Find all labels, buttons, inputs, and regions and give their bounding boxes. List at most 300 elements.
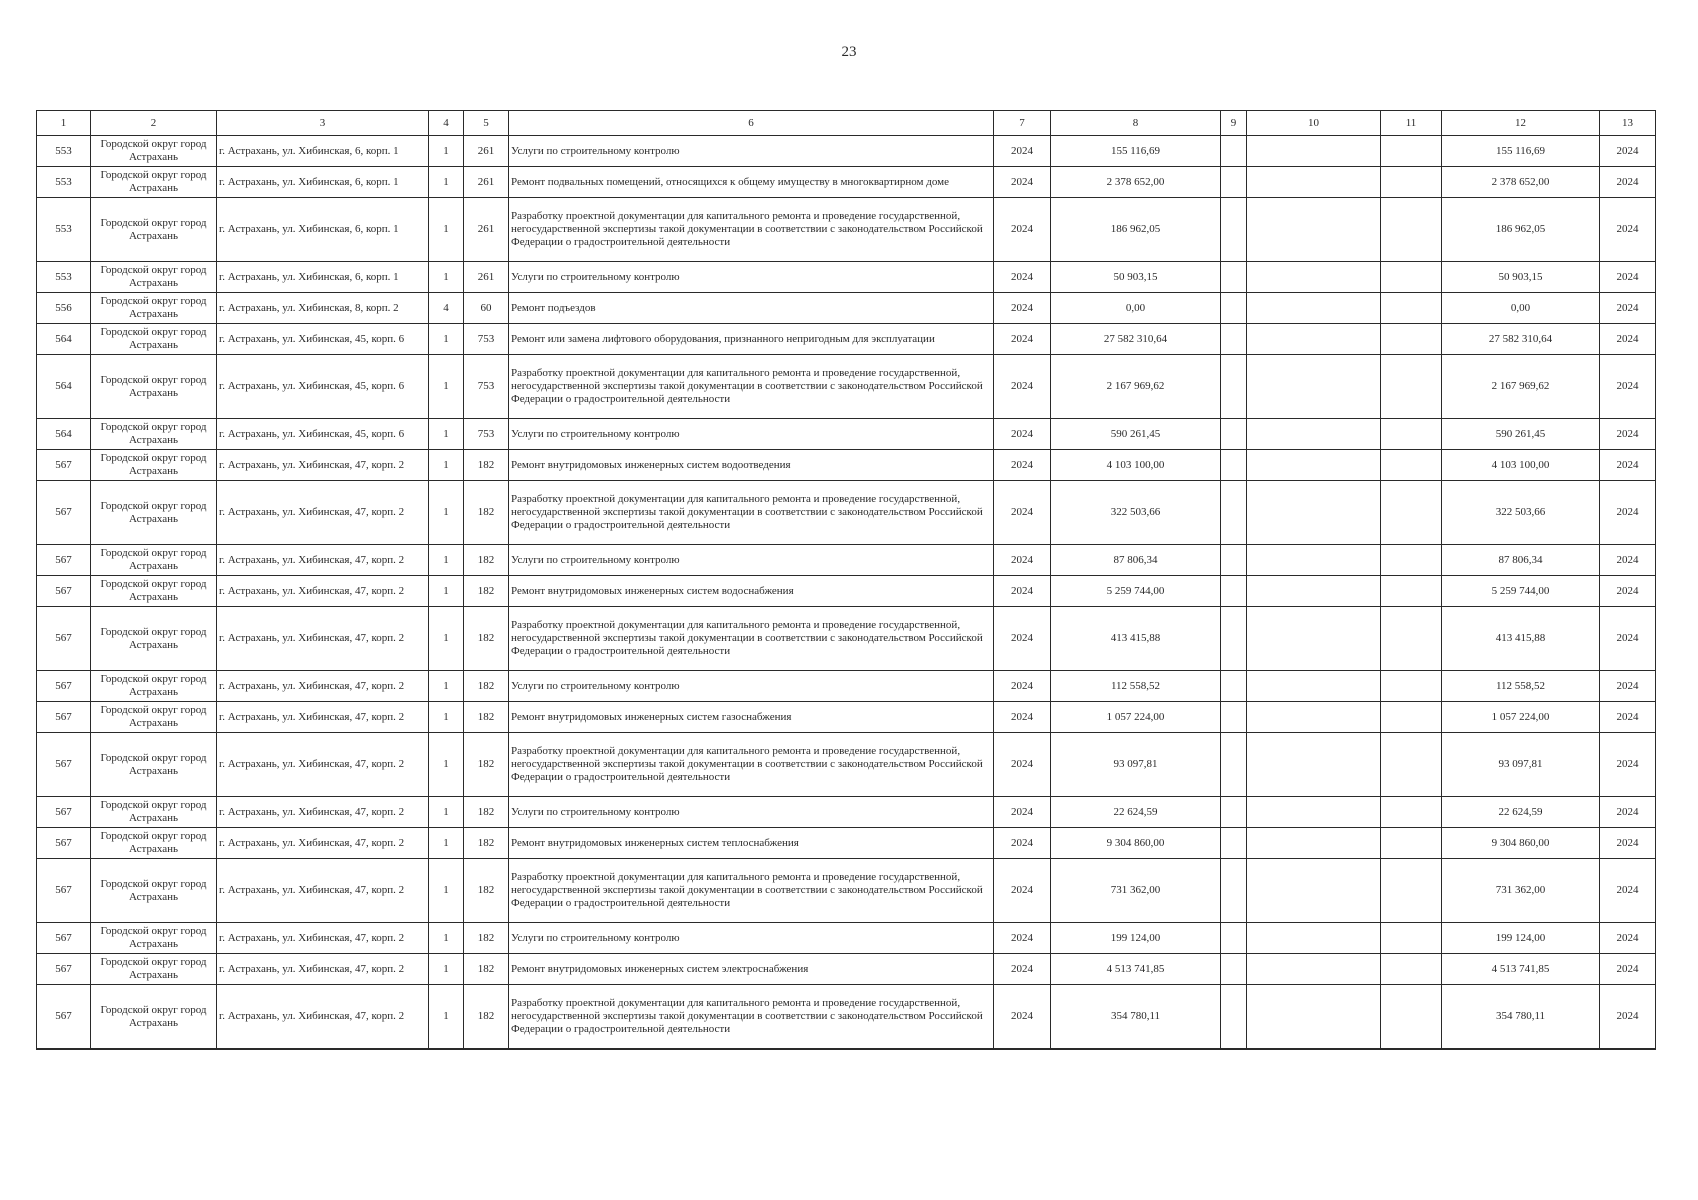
cell-col11 xyxy=(1381,450,1442,481)
cell-year: 2024 xyxy=(994,262,1051,293)
cell-work-type: Разработку проектной документации для капитального ремонта и проведение государственной, негосударственной экспертизы такой документации в соответствии с законодательством Российской Федерации о градостроительной деятельности xyxy=(509,198,994,262)
cell-col11 xyxy=(1381,355,1442,419)
cell-work-type: Ремонт внутридомовых инженерных систем электроснабжения xyxy=(509,954,994,985)
cell-address: г. Астрахань, ул. Хибинская, 47, корп. 2 xyxy=(217,576,429,607)
table-row xyxy=(37,198,1656,262)
cell-municipality: Городской округ город Астрахань xyxy=(91,293,217,324)
cell-year: 2024 xyxy=(994,671,1051,702)
cell-year: 2024 xyxy=(994,733,1051,797)
column-header: 7 xyxy=(994,111,1051,136)
cell-total: 87 806,34 xyxy=(1442,545,1600,576)
cell-municipality: Городской округ город Астрахань xyxy=(91,671,217,702)
cell-year: 2024 xyxy=(994,293,1051,324)
cell-address: г. Астрахань, ул. Хибинская, 8, корп. 2 xyxy=(217,293,429,324)
cell-col5: 261 xyxy=(464,167,509,198)
cell-address: г. Астрахань, ул. Хибинская, 6, корп. 1 xyxy=(217,167,429,198)
table-row xyxy=(37,324,1656,355)
cell-work-type: Разработку проектной документации для капитального ремонта и проведение государственной, негосударственной экспертизы такой документации в соответствии с законодательством Российской Федерации о градостроительной деятельности xyxy=(509,607,994,671)
page-number: 23 xyxy=(841,44,857,60)
cell-address: г. Астрахань, ул. Хибинская, 45, корп. 6 xyxy=(217,355,429,419)
column-header: 1 xyxy=(37,111,91,136)
table-row xyxy=(37,923,1656,954)
cell-work-type: Услуги по строительному контролю xyxy=(509,923,994,954)
cell-total: 731 362,00 xyxy=(1442,859,1600,923)
cell-col10 xyxy=(1247,136,1381,167)
cell-row-id: 564 xyxy=(37,355,91,419)
cell-row-id: 567 xyxy=(37,545,91,576)
cell-total: 4 513 741,85 xyxy=(1442,954,1600,985)
column-header: 12 xyxy=(1442,111,1600,136)
cell-cost: 5 259 744,00 xyxy=(1051,576,1221,607)
cell-work-type: Ремонт или замена лифтового оборудования, признанного непригодным для эксплуатации xyxy=(509,324,994,355)
cell-address: г. Астрахань, ул. Хибинская, 47, корп. 2 xyxy=(217,797,429,828)
cell-col9 xyxy=(1221,450,1247,481)
cell-col5: 182 xyxy=(464,954,509,985)
cell-col11 xyxy=(1381,923,1442,954)
cell-col10 xyxy=(1247,859,1381,923)
cell-col5: 261 xyxy=(464,198,509,262)
cell-col4: 1 xyxy=(429,702,464,733)
cell-address: г. Астрахань, ул. Хибинская, 45, корп. 6 xyxy=(217,324,429,355)
cell-address: г. Астрахань, ул. Хибинская, 47, корп. 2 xyxy=(217,545,429,576)
cell-cost: 199 124,00 xyxy=(1051,923,1221,954)
cell-col4: 1 xyxy=(429,733,464,797)
cell-work-type: Услуги по строительному контролю xyxy=(509,671,994,702)
cell-col5: 182 xyxy=(464,733,509,797)
cell-col4: 4 xyxy=(429,293,464,324)
cell-row-id: 567 xyxy=(37,702,91,733)
cell-end-year: 2024 xyxy=(1600,576,1656,607)
cell-col10 xyxy=(1247,607,1381,671)
cell-total: 93 097,81 xyxy=(1442,733,1600,797)
cell-row-id: 567 xyxy=(37,481,91,545)
cell-col9 xyxy=(1221,167,1247,198)
cell-work-type: Услуги по строительному контролю xyxy=(509,136,994,167)
cell-col4: 1 xyxy=(429,136,464,167)
cell-col5: 753 xyxy=(464,324,509,355)
table-row xyxy=(37,450,1656,481)
cell-col10 xyxy=(1247,167,1381,198)
cell-col4: 1 xyxy=(429,262,464,293)
cell-col5: 182 xyxy=(464,450,509,481)
cell-col9 xyxy=(1221,293,1247,324)
cell-address: г. Астрахань, ул. Хибинская, 6, корп. 1 xyxy=(217,136,429,167)
cell-end-year: 2024 xyxy=(1600,481,1656,545)
cell-cost: 413 415,88 xyxy=(1051,607,1221,671)
table-row xyxy=(37,702,1656,733)
cell-total: 322 503,66 xyxy=(1442,481,1600,545)
cell-row-id: 567 xyxy=(37,859,91,923)
cell-col9 xyxy=(1221,671,1247,702)
cell-col11 xyxy=(1381,167,1442,198)
cell-col9 xyxy=(1221,828,1247,859)
cell-address: г. Астрахань, ул. Хибинская, 47, корп. 2 xyxy=(217,859,429,923)
cell-end-year: 2024 xyxy=(1600,859,1656,923)
cell-work-type: Услуги по строительному контролю xyxy=(509,419,994,450)
cell-year: 2024 xyxy=(994,797,1051,828)
cell-row-id: 553 xyxy=(37,136,91,167)
cell-col10 xyxy=(1247,545,1381,576)
cell-col4: 1 xyxy=(429,985,464,1050)
cell-total: 413 415,88 xyxy=(1442,607,1600,671)
table-row xyxy=(37,797,1656,828)
column-header: 4 xyxy=(429,111,464,136)
cell-work-type: Разработку проектной документации для капитального ремонта и проведение государственной, негосударственной экспертизы такой документации в соответствии с законодательством Российской Федерации о градостроительной деятельности xyxy=(509,985,994,1050)
cell-col11 xyxy=(1381,545,1442,576)
cell-row-id: 553 xyxy=(37,167,91,198)
cell-col11 xyxy=(1381,324,1442,355)
cell-cost: 2 378 652,00 xyxy=(1051,167,1221,198)
cell-work-type: Разработку проектной документации для капитального ремонта и проведение государственной, негосударственной экспертизы такой документации в соответствии с законодательством Российской Федерации о градостроительной деятельности xyxy=(509,355,994,419)
cell-municipality: Городской округ город Астрахань xyxy=(91,419,217,450)
cell-address: г. Астрахань, ул. Хибинская, 47, корп. 2 xyxy=(217,954,429,985)
table-row xyxy=(37,607,1656,671)
cell-col4: 1 xyxy=(429,450,464,481)
cell-total: 5 259 744,00 xyxy=(1442,576,1600,607)
cell-address: г. Астрахань, ул. Хибинская, 47, корп. 2 xyxy=(217,450,429,481)
table-row xyxy=(37,671,1656,702)
cell-col9 xyxy=(1221,985,1247,1050)
cell-municipality: Городской округ город Астрахань xyxy=(91,545,217,576)
cell-row-id: 567 xyxy=(37,607,91,671)
cell-municipality: Городской округ город Астрахань xyxy=(91,702,217,733)
cell-col9 xyxy=(1221,136,1247,167)
cell-cost: 4 103 100,00 xyxy=(1051,450,1221,481)
cell-col4: 1 xyxy=(429,355,464,419)
cell-work-type: Услуги по строительному контролю xyxy=(509,797,994,828)
cell-year: 2024 xyxy=(994,607,1051,671)
cell-cost: 50 903,15 xyxy=(1051,262,1221,293)
cell-col11 xyxy=(1381,671,1442,702)
cell-municipality: Городской округ город Астрахань xyxy=(91,262,217,293)
cell-col9 xyxy=(1221,198,1247,262)
cell-row-id: 567 xyxy=(37,671,91,702)
cell-year: 2024 xyxy=(994,954,1051,985)
cell-end-year: 2024 xyxy=(1600,419,1656,450)
cell-col10 xyxy=(1247,481,1381,545)
cell-total: 27 582 310,64 xyxy=(1442,324,1600,355)
cell-end-year: 2024 xyxy=(1600,828,1656,859)
cell-col4: 1 xyxy=(429,481,464,545)
cell-col5: 753 xyxy=(464,419,509,450)
cell-cost: 4 513 741,85 xyxy=(1051,954,1221,985)
column-header: 6 xyxy=(509,111,994,136)
cell-col11 xyxy=(1381,293,1442,324)
cell-col9 xyxy=(1221,859,1247,923)
cell-col10 xyxy=(1247,324,1381,355)
cell-row-id: 567 xyxy=(37,576,91,607)
cell-municipality: Городской округ город Астрахань xyxy=(91,136,217,167)
cell-col10 xyxy=(1247,923,1381,954)
cell-col10 xyxy=(1247,450,1381,481)
table-row xyxy=(37,355,1656,419)
table-row xyxy=(37,733,1656,797)
cell-end-year: 2024 xyxy=(1600,923,1656,954)
cell-total: 155 116,69 xyxy=(1442,136,1600,167)
cell-col5: 182 xyxy=(464,985,509,1050)
cell-col11 xyxy=(1381,481,1442,545)
cell-total: 2 378 652,00 xyxy=(1442,167,1600,198)
cell-end-year: 2024 xyxy=(1600,355,1656,419)
cell-work-type: Ремонт внутридомовых инженерных систем водоснабжения xyxy=(509,576,994,607)
cell-col4: 1 xyxy=(429,797,464,828)
repair-program-table xyxy=(36,110,1656,1050)
cell-end-year: 2024 xyxy=(1600,733,1656,797)
cell-municipality: Городской округ город Астрахань xyxy=(91,167,217,198)
table-row xyxy=(37,419,1656,450)
cell-cost: 93 097,81 xyxy=(1051,733,1221,797)
cell-col5: 60 xyxy=(464,293,509,324)
cell-cost: 322 503,66 xyxy=(1051,481,1221,545)
cell-row-id: 567 xyxy=(37,985,91,1050)
cell-year: 2024 xyxy=(994,481,1051,545)
cell-end-year: 2024 xyxy=(1600,607,1656,671)
cell-year: 2024 xyxy=(994,985,1051,1050)
cell-col11 xyxy=(1381,419,1442,450)
cell-row-id: 556 xyxy=(37,293,91,324)
cell-work-type: Разработку проектной документации для капитального ремонта и проведение государственной, негосударственной экспертизы такой документации в соответствии с законодательством Российской Федерации о градостроительной деятельности xyxy=(509,481,994,545)
cell-row-id: 553 xyxy=(37,262,91,293)
cell-end-year: 2024 xyxy=(1600,985,1656,1050)
cell-cost: 354 780,11 xyxy=(1051,985,1221,1050)
cell-total: 22 624,59 xyxy=(1442,797,1600,828)
cell-work-type: Ремонт внутридомовых инженерных систем газоснабжения xyxy=(509,702,994,733)
cell-col5: 182 xyxy=(464,828,509,859)
cell-col11 xyxy=(1381,262,1442,293)
cell-total: 199 124,00 xyxy=(1442,923,1600,954)
cell-col5: 261 xyxy=(464,136,509,167)
cell-work-type: Ремонт подвальных помещений, относящихся к общему имуществу в многоквартирном доме xyxy=(509,167,994,198)
cell-col11 xyxy=(1381,954,1442,985)
cell-year: 2024 xyxy=(994,198,1051,262)
cell-end-year: 2024 xyxy=(1600,167,1656,198)
cell-cost: 1 057 224,00 xyxy=(1051,702,1221,733)
cell-col4: 1 xyxy=(429,828,464,859)
cell-col11 xyxy=(1381,859,1442,923)
cell-col9 xyxy=(1221,545,1247,576)
cell-col5: 182 xyxy=(464,607,509,671)
cell-col11 xyxy=(1381,198,1442,262)
cell-work-type: Услуги по строительному контролю xyxy=(509,262,994,293)
cell-year: 2024 xyxy=(994,545,1051,576)
cell-cost: 22 624,59 xyxy=(1051,797,1221,828)
cell-address: г. Астрахань, ул. Хибинская, 47, корп. 2 xyxy=(217,481,429,545)
cell-col5: 182 xyxy=(464,576,509,607)
cell-year: 2024 xyxy=(994,324,1051,355)
cell-col4: 1 xyxy=(429,671,464,702)
cell-end-year: 2024 xyxy=(1600,702,1656,733)
cell-row-id: 567 xyxy=(37,828,91,859)
cell-col10 xyxy=(1247,293,1381,324)
cell-col9 xyxy=(1221,419,1247,450)
column-header: 5 xyxy=(464,111,509,136)
table-row xyxy=(37,293,1656,324)
cell-municipality: Городской округ город Астрахань xyxy=(91,607,217,671)
cell-col10 xyxy=(1247,733,1381,797)
cell-total: 50 903,15 xyxy=(1442,262,1600,293)
cell-col10 xyxy=(1247,198,1381,262)
cell-cost: 112 558,52 xyxy=(1051,671,1221,702)
cell-year: 2024 xyxy=(994,136,1051,167)
cell-col10 xyxy=(1247,828,1381,859)
cell-municipality: Городской округ город Астрахань xyxy=(91,923,217,954)
cell-col10 xyxy=(1247,954,1381,985)
cell-municipality: Городской округ город Астрахань xyxy=(91,733,217,797)
cell-municipality: Городской округ город Астрахань xyxy=(91,481,217,545)
cell-cost: 27 582 310,64 xyxy=(1051,324,1221,355)
cell-col9 xyxy=(1221,607,1247,671)
cell-row-id: 553 xyxy=(37,198,91,262)
cell-end-year: 2024 xyxy=(1600,797,1656,828)
cell-col10 xyxy=(1247,985,1381,1050)
column-header: 11 xyxy=(1381,111,1442,136)
table-row xyxy=(37,954,1656,985)
cell-municipality: Городской округ город Астрахань xyxy=(91,355,217,419)
cell-cost: 87 806,34 xyxy=(1051,545,1221,576)
cell-end-year: 2024 xyxy=(1600,262,1656,293)
cell-row-id: 567 xyxy=(37,923,91,954)
cell-col11 xyxy=(1381,702,1442,733)
cell-work-type: Разработку проектной документации для капитального ремонта и проведение государственной, негосударственной экспертизы такой документации в соответствии с законодательством Российской Федерации о градостроительной деятельности xyxy=(509,859,994,923)
table-row xyxy=(37,985,1656,1050)
table-body xyxy=(37,136,1656,1050)
cell-year: 2024 xyxy=(994,576,1051,607)
cell-total: 112 558,52 xyxy=(1442,671,1600,702)
cell-total: 2 167 969,62 xyxy=(1442,355,1600,419)
cell-col10 xyxy=(1247,419,1381,450)
cell-col4: 1 xyxy=(429,167,464,198)
cell-col4: 1 xyxy=(429,954,464,985)
cell-cost: 155 116,69 xyxy=(1051,136,1221,167)
cell-municipality: Городской округ город Астрахань xyxy=(91,828,217,859)
cell-col9 xyxy=(1221,481,1247,545)
cell-col4: 1 xyxy=(429,545,464,576)
cell-row-id: 567 xyxy=(37,797,91,828)
cell-col9 xyxy=(1221,576,1247,607)
cell-col5: 182 xyxy=(464,923,509,954)
cell-col5: 182 xyxy=(464,481,509,545)
cell-cost: 0,00 xyxy=(1051,293,1221,324)
table-row xyxy=(37,481,1656,545)
cell-work-type: Ремонт подъездов xyxy=(509,293,994,324)
cell-address: г. Астрахань, ул. Хибинская, 6, корп. 1 xyxy=(217,262,429,293)
column-header: 2 xyxy=(91,111,217,136)
cell-total: 1 057 224,00 xyxy=(1442,702,1600,733)
cell-address: г. Астрахань, ул. Хибинская, 47, корп. 2 xyxy=(217,733,429,797)
cell-cost: 731 362,00 xyxy=(1051,859,1221,923)
cell-year: 2024 xyxy=(994,702,1051,733)
column-number-header-row xyxy=(37,111,1656,136)
cell-total: 590 261,45 xyxy=(1442,419,1600,450)
cell-municipality: Городской округ город Астрахань xyxy=(91,198,217,262)
cell-col10 xyxy=(1247,797,1381,828)
column-header: 3 xyxy=(217,111,429,136)
cell-end-year: 2024 xyxy=(1600,545,1656,576)
cell-col5: 182 xyxy=(464,797,509,828)
table-row xyxy=(37,136,1656,167)
cell-col11 xyxy=(1381,607,1442,671)
cell-col9 xyxy=(1221,923,1247,954)
cell-year: 2024 xyxy=(994,450,1051,481)
cell-col5: 261 xyxy=(464,262,509,293)
cell-row-id: 564 xyxy=(37,324,91,355)
column-header: 10 xyxy=(1247,111,1381,136)
cell-col11 xyxy=(1381,985,1442,1050)
cell-end-year: 2024 xyxy=(1600,198,1656,262)
cell-col9 xyxy=(1221,797,1247,828)
cell-total: 4 103 100,00 xyxy=(1442,450,1600,481)
cell-total: 0,00 xyxy=(1442,293,1600,324)
cell-col11 xyxy=(1381,136,1442,167)
cell-col4: 1 xyxy=(429,923,464,954)
cell-address: г. Астрахань, ул. Хибинская, 6, корп. 1 xyxy=(217,198,429,262)
cell-col10 xyxy=(1247,355,1381,419)
cell-end-year: 2024 xyxy=(1600,136,1656,167)
cell-row-id: 567 xyxy=(37,450,91,481)
table-row xyxy=(37,576,1656,607)
cell-col9 xyxy=(1221,262,1247,293)
cell-address: г. Астрахань, ул. Хибинская, 47, корп. 2 xyxy=(217,702,429,733)
cell-col4: 1 xyxy=(429,576,464,607)
cell-col11 xyxy=(1381,576,1442,607)
table-row xyxy=(37,167,1656,198)
cell-col5: 182 xyxy=(464,702,509,733)
cell-col11 xyxy=(1381,797,1442,828)
cell-work-type: Разработку проектной документации для капитального ремонта и проведение государственной, негосударственной экспертизы такой документации в соответствии с законодательством Российской Федерации о градостроительной деятельности xyxy=(509,733,994,797)
cell-municipality: Городской округ город Астрахань xyxy=(91,797,217,828)
cell-municipality: Городской округ город Астрахань xyxy=(91,324,217,355)
cell-col5: 753 xyxy=(464,355,509,419)
cell-col4: 1 xyxy=(429,607,464,671)
cell-col4: 1 xyxy=(429,324,464,355)
cell-col5: 182 xyxy=(464,671,509,702)
cell-col9 xyxy=(1221,355,1247,419)
cell-col9 xyxy=(1221,702,1247,733)
column-header: 13 xyxy=(1600,111,1656,136)
cell-year: 2024 xyxy=(994,167,1051,198)
cell-row-id: 564 xyxy=(37,419,91,450)
cell-col4: 1 xyxy=(429,419,464,450)
cell-work-type: Ремонт внутридомовых инженерных систем теплоснабжения xyxy=(509,828,994,859)
cell-end-year: 2024 xyxy=(1600,954,1656,985)
cell-year: 2024 xyxy=(994,859,1051,923)
cell-municipality: Городской округ город Астрахань xyxy=(91,859,217,923)
cell-year: 2024 xyxy=(994,923,1051,954)
cell-cost: 186 962,05 xyxy=(1051,198,1221,262)
cell-year: 2024 xyxy=(994,419,1051,450)
cell-col9 xyxy=(1221,324,1247,355)
cell-year: 2024 xyxy=(994,828,1051,859)
column-header: 8 xyxy=(1051,111,1221,136)
cell-end-year: 2024 xyxy=(1600,671,1656,702)
cell-municipality: Городской округ город Астрахань xyxy=(91,954,217,985)
cell-address: г. Астрахань, ул. Хибинская, 45, корп. 6 xyxy=(217,419,429,450)
cell-address: г. Астрахань, ул. Хибинская, 47, корп. 2 xyxy=(217,923,429,954)
cell-cost: 590 261,45 xyxy=(1051,419,1221,450)
cell-col11 xyxy=(1381,733,1442,797)
cell-col4: 1 xyxy=(429,859,464,923)
cell-row-id: 567 xyxy=(37,954,91,985)
table-row xyxy=(37,545,1656,576)
cell-municipality: Городской округ город Астрахань xyxy=(91,985,217,1050)
cell-col10 xyxy=(1247,576,1381,607)
cell-municipality: Городской округ город Астрахань xyxy=(91,450,217,481)
cell-address: г. Астрахань, ул. Хибинская, 47, корп. 2 xyxy=(217,828,429,859)
column-header: 9 xyxy=(1221,111,1247,136)
cell-col11 xyxy=(1381,828,1442,859)
cell-end-year: 2024 xyxy=(1600,450,1656,481)
table-row xyxy=(37,828,1656,859)
